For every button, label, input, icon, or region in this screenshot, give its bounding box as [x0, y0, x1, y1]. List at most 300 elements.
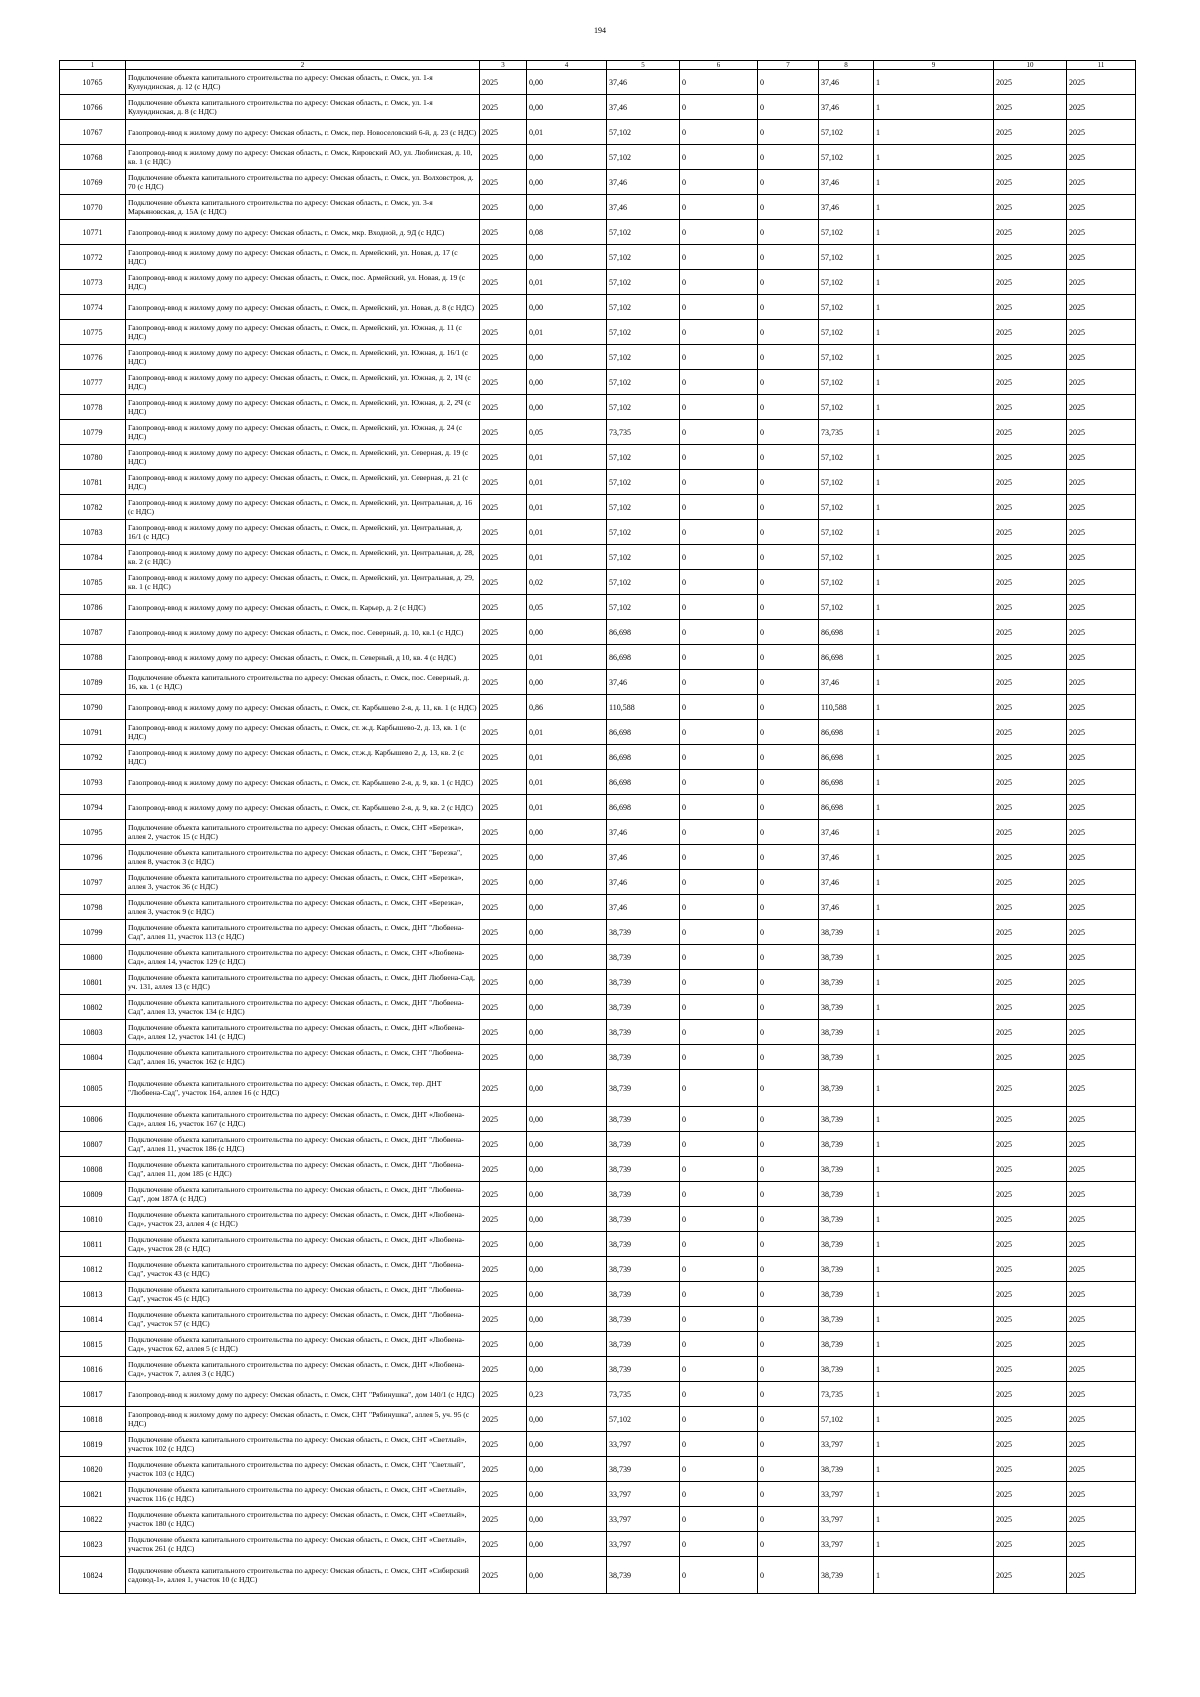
cell-col-6: 0 [680, 1382, 758, 1407]
cell-col-6: 0 [680, 1207, 758, 1232]
cell-col-5: 38,739 [607, 1045, 680, 1070]
table-row [60, 945, 1136, 970]
cell-col-6: 0 [680, 670, 758, 695]
row-number: 10810 [60, 1207, 126, 1232]
cell-col-3: 2025 [480, 720, 527, 745]
cell-col-11: 2025 [1067, 1282, 1136, 1307]
cell-col-11: 2025 [1067, 745, 1136, 770]
cell-col-9: 1 [874, 445, 994, 470]
cell-col-5: 57,102 [607, 220, 680, 245]
cell-col-4: 0,00 [527, 995, 607, 1020]
object-name: Газопровод-ввод к жилому дому по адресу: Омская область, г. Омск, п. Армейский, ул. Южная, д. 24 (с НДС) [126, 420, 480, 445]
cell-col-11: 2025 [1067, 795, 1136, 820]
table-row [60, 395, 1136, 420]
cell-col-3: 2025 [480, 920, 527, 945]
cell-col-5: 57,102 [607, 545, 680, 570]
table-row [60, 170, 1136, 195]
cell-col-4: 0,00 [527, 1457, 607, 1482]
cell-col-4: 0,00 [527, 1232, 607, 1257]
cell-col-10: 2025 [994, 1232, 1067, 1257]
cell-col-6: 0 [680, 1070, 758, 1107]
cell-col-5: 57,102 [607, 495, 680, 520]
cell-col-9: 1 [874, 145, 994, 170]
cell-col-5: 38,739 [607, 995, 680, 1020]
cell-col-6: 0 [680, 1532, 758, 1557]
cell-col-9: 1 [874, 720, 994, 745]
cell-col-5: 38,739 [607, 1282, 680, 1307]
cell-col-4: 0,00 [527, 1307, 607, 1332]
object-name: Подключение объекта капитального строительства по адресу: Омская область, г. Омск, ДНТ "Любвена-Сад", участок 43 (с НДС) [126, 1257, 480, 1282]
cell-col-11: 2025 [1067, 1432, 1136, 1457]
cell-col-6: 0 [680, 1132, 758, 1157]
cell-col-3: 2025 [480, 395, 527, 420]
cell-col-5: 57,102 [607, 595, 680, 620]
cell-col-10: 2025 [994, 645, 1067, 670]
cell-col-5: 86,698 [607, 745, 680, 770]
row-number: 10791 [60, 720, 126, 745]
cell-col-5: 86,698 [607, 770, 680, 795]
cell-col-9: 1 [874, 745, 994, 770]
object-name: Газопровод-ввод к жилому дому по адресу: Омская область, г. Омск, п. Армейский, ул. Центральная, д. 28, кв. 2 (с НДС) [126, 545, 480, 570]
cell-col-3: 2025 [480, 1020, 527, 1045]
cell-col-11: 2025 [1067, 995, 1136, 1020]
object-name: Подключение объекта капитального строительства по адресу: Омская область, г. Омск, ул. 3-я Марьяновская, д. 15А (с НДС) [126, 195, 480, 220]
object-name: Газопровод-ввод к жилому дому по адресу: Омская область, г. Омск, мкр. Входной, д. 9Д (с НДС) [126, 220, 480, 245]
cell-col-3: 2025 [480, 1557, 527, 1594]
cell-col-11: 2025 [1067, 195, 1136, 220]
cell-col-6: 0 [680, 295, 758, 320]
object-name: Подключение объекта капитального строительства по адресу: Омская область, г. Омск, ДНТ "Любвена-Сад", аллея 11, участок 186 (с НДС) [126, 1132, 480, 1157]
cell-col-6: 0 [680, 395, 758, 420]
cell-col-6: 0 [680, 1557, 758, 1594]
cell-col-11: 2025 [1067, 1045, 1136, 1070]
cell-col-3: 2025 [480, 345, 527, 370]
object-name: Газопровод-ввод к жилому дому по адресу: Омская область, г. Омск, пер. Новоселовский 6-й, д. 23 (с НДС) [126, 120, 480, 145]
cell-col-9: 1 [874, 70, 994, 95]
cell-col-8: 37,46 [819, 195, 874, 220]
cell-col-9: 1 [874, 1070, 994, 1107]
cell-col-5: 37,46 [607, 195, 680, 220]
table-row [60, 1382, 1136, 1407]
cell-col-4: 0,00 [527, 1182, 607, 1207]
cell-col-9: 1 [874, 220, 994, 245]
cell-col-11: 2025 [1067, 1107, 1136, 1132]
cell-col-5: 38,739 [607, 920, 680, 945]
cell-col-10: 2025 [994, 70, 1067, 95]
column-header: 9 [874, 61, 994, 70]
cell-col-10: 2025 [994, 1482, 1067, 1507]
row-number: 10808 [60, 1157, 126, 1182]
cell-col-6: 0 [680, 70, 758, 95]
row-number: 10815 [60, 1332, 126, 1357]
cell-col-6: 0 [680, 1020, 758, 1045]
table-row [60, 1045, 1136, 1070]
table-row [60, 295, 1136, 320]
cell-col-6: 0 [680, 870, 758, 895]
table-row [60, 745, 1136, 770]
row-number: 10801 [60, 970, 126, 995]
cell-col-3: 2025 [480, 770, 527, 795]
cell-col-7: 0 [758, 345, 819, 370]
cell-col-7: 0 [758, 470, 819, 495]
cell-col-11: 2025 [1067, 220, 1136, 245]
cell-col-3: 2025 [480, 70, 527, 95]
cell-col-10: 2025 [994, 445, 1067, 470]
cell-col-4: 0,00 [527, 670, 607, 695]
cell-col-10: 2025 [994, 845, 1067, 870]
table-row [60, 770, 1136, 795]
cell-col-6: 0 [680, 1307, 758, 1332]
cell-col-10: 2025 [994, 1257, 1067, 1282]
cell-col-9: 1 [874, 570, 994, 595]
column-header: 8 [819, 61, 874, 70]
cell-col-3: 2025 [480, 495, 527, 520]
cell-col-4: 0,00 [527, 345, 607, 370]
cell-col-11: 2025 [1067, 770, 1136, 795]
cell-col-4: 0,86 [527, 695, 607, 720]
cell-col-6: 0 [680, 520, 758, 545]
cell-col-5: 86,698 [607, 720, 680, 745]
cell-col-6: 0 [680, 745, 758, 770]
cell-col-5: 57,102 [607, 320, 680, 345]
cell-col-9: 1 [874, 1557, 994, 1594]
cell-col-6: 0 [680, 495, 758, 520]
cell-col-11: 2025 [1067, 1357, 1136, 1382]
cell-col-8: 57,102 [819, 1407, 874, 1432]
cell-col-4: 0,00 [527, 295, 607, 320]
cell-col-8: 38,739 [819, 1207, 874, 1232]
table-row [60, 495, 1136, 520]
cell-col-7: 0 [758, 1457, 819, 1482]
cell-col-10: 2025 [994, 670, 1067, 695]
cell-col-11: 2025 [1067, 1232, 1136, 1257]
cell-col-10: 2025 [994, 970, 1067, 995]
cell-col-10: 2025 [994, 320, 1067, 345]
cell-col-5: 57,102 [607, 345, 680, 370]
table-row [60, 145, 1136, 170]
cell-col-9: 1 [874, 1045, 994, 1070]
cell-col-7: 0 [758, 1070, 819, 1107]
cell-col-10: 2025 [994, 1357, 1067, 1382]
cell-col-8: 86,698 [819, 770, 874, 795]
cell-col-9: 1 [874, 895, 994, 920]
cell-col-6: 0 [680, 1482, 758, 1507]
cell-col-7: 0 [758, 395, 819, 420]
cell-col-3: 2025 [480, 845, 527, 870]
cell-col-10: 2025 [994, 1332, 1067, 1357]
cell-col-3: 2025 [480, 995, 527, 1020]
table-row [60, 270, 1136, 295]
cell-col-11: 2025 [1067, 1382, 1136, 1407]
cell-col-3: 2025 [480, 1182, 527, 1207]
object-name: Подключение объекта капитального строительства по адресу: Омская область, г. Омск, ДНТ "Любвена-Сад", участок 57 (с НДС) [126, 1307, 480, 1332]
table-row [60, 1070, 1136, 1107]
cell-col-11: 2025 [1067, 970, 1136, 995]
cell-col-3: 2025 [480, 1045, 527, 1070]
column-header: 5 [607, 61, 680, 70]
cell-col-9: 1 [874, 420, 994, 445]
cell-col-6: 0 [680, 945, 758, 970]
row-number: 10765 [60, 70, 126, 95]
cell-col-5: 57,102 [607, 470, 680, 495]
cell-col-9: 1 [874, 670, 994, 695]
cell-col-10: 2025 [994, 745, 1067, 770]
cell-col-9: 1 [874, 1382, 994, 1407]
cell-col-5: 38,739 [607, 1232, 680, 1257]
cell-col-5: 37,46 [607, 95, 680, 120]
cell-col-7: 0 [758, 220, 819, 245]
table-row [60, 120, 1136, 145]
cell-col-5: 38,739 [607, 1257, 680, 1282]
cell-col-5: 37,46 [607, 70, 680, 95]
cell-col-4: 0,01 [527, 520, 607, 545]
cell-col-4: 0,23 [527, 1382, 607, 1407]
cell-col-6: 0 [680, 545, 758, 570]
cell-col-9: 1 [874, 1207, 994, 1232]
table-row [60, 1157, 1136, 1182]
cell-col-5: 38,739 [607, 1207, 680, 1232]
table-row [60, 1507, 1136, 1532]
cell-col-11: 2025 [1067, 895, 1136, 920]
cell-col-5: 110,588 [607, 695, 680, 720]
cell-col-5: 86,698 [607, 620, 680, 645]
row-number: 10766 [60, 95, 126, 120]
cell-col-10: 2025 [994, 145, 1067, 170]
cell-col-9: 1 [874, 270, 994, 295]
cell-col-4: 0,00 [527, 945, 607, 970]
cell-col-5: 38,739 [607, 1107, 680, 1132]
cell-col-11: 2025 [1067, 445, 1136, 470]
cell-col-8: 33,797 [819, 1482, 874, 1507]
cell-col-5: 37,46 [607, 895, 680, 920]
cell-col-10: 2025 [994, 1182, 1067, 1207]
cell-col-9: 1 [874, 120, 994, 145]
cell-col-3: 2025 [480, 1307, 527, 1332]
table-row [60, 1282, 1136, 1307]
cell-col-4: 0,00 [527, 1507, 607, 1532]
table-row [60, 1207, 1136, 1232]
row-number: 10807 [60, 1132, 126, 1157]
row-number: 10778 [60, 395, 126, 420]
cell-col-4: 0,00 [527, 1157, 607, 1182]
cell-col-11: 2025 [1067, 295, 1136, 320]
column-header: 2 [126, 61, 480, 70]
cell-col-8: 73,735 [819, 1382, 874, 1407]
cell-col-9: 1 [874, 1157, 994, 1182]
cell-col-7: 0 [758, 1232, 819, 1257]
cell-col-11: 2025 [1067, 470, 1136, 495]
row-number: 10811 [60, 1232, 126, 1257]
cell-col-4: 0,01 [527, 445, 607, 470]
cell-col-6: 0 [680, 770, 758, 795]
cell-col-6: 0 [680, 170, 758, 195]
cell-col-6: 0 [680, 1182, 758, 1207]
row-number: 10780 [60, 445, 126, 470]
cell-col-8: 57,102 [819, 595, 874, 620]
cell-col-11: 2025 [1067, 920, 1136, 945]
cell-col-6: 0 [680, 570, 758, 595]
cell-col-4: 0,00 [527, 195, 607, 220]
cell-col-6: 0 [680, 720, 758, 745]
cell-col-3: 2025 [480, 545, 527, 570]
cell-col-9: 1 [874, 1132, 994, 1157]
cell-col-9: 1 [874, 320, 994, 345]
cell-col-10: 2025 [994, 1382, 1067, 1407]
cell-col-3: 2025 [480, 145, 527, 170]
table-row [60, 620, 1136, 645]
cell-col-4: 0,01 [527, 645, 607, 670]
cell-col-10: 2025 [994, 945, 1067, 970]
object-name: Подключение объекта капитального строительства по адресу: Омская область, г. Омск, СНТ «Березка», аллея 3, участок 36 (с НДС) [126, 870, 480, 895]
cell-col-11: 2025 [1067, 270, 1136, 295]
cell-col-8: 38,739 [819, 1157, 874, 1182]
row-number: 10821 [60, 1482, 126, 1507]
cell-col-3: 2025 [480, 420, 527, 445]
cell-col-8: 38,739 [819, 1070, 874, 1107]
cell-col-11: 2025 [1067, 620, 1136, 645]
cell-col-5: 37,46 [607, 670, 680, 695]
cell-col-8: 73,735 [819, 420, 874, 445]
cell-col-10: 2025 [994, 1407, 1067, 1432]
cell-col-3: 2025 [480, 1107, 527, 1132]
cell-col-5: 38,739 [607, 1070, 680, 1107]
object-name: Подключение объекта капитального строительства по адресу: Омская область, г. Омск, СНТ «Светлый», участок 116 (с НДС) [126, 1482, 480, 1507]
object-name: Подключение объекта капитального строительства по адресу: Омская область, г. Омск, ДНТ «Любвена-Сад», аллея 12, участок 141 (с НДС) [126, 1020, 480, 1045]
cell-col-5: 38,739 [607, 1157, 680, 1182]
cell-col-4: 0,00 [527, 1257, 607, 1282]
cell-col-7: 0 [758, 670, 819, 695]
cell-col-6: 0 [680, 270, 758, 295]
cell-col-11: 2025 [1067, 1482, 1136, 1507]
cell-col-10: 2025 [994, 520, 1067, 545]
cell-col-8: 57,102 [819, 445, 874, 470]
cell-col-3: 2025 [480, 1532, 527, 1557]
cell-col-3: 2025 [480, 970, 527, 995]
row-number: 10770 [60, 195, 126, 220]
cell-col-3: 2025 [480, 320, 527, 345]
column-header: 11 [1067, 61, 1136, 70]
cell-col-7: 0 [758, 445, 819, 470]
cell-col-10: 2025 [994, 1132, 1067, 1157]
cell-col-8: 57,102 [819, 145, 874, 170]
cell-col-8: 57,102 [819, 545, 874, 570]
cell-col-7: 0 [758, 795, 819, 820]
cell-col-10: 2025 [994, 620, 1067, 645]
column-header: 1 [60, 61, 126, 70]
object-name: Подключение объекта капитального строительства по адресу: Омская область, г. Омск, СНТ "Любвена-Сад", аллея 16, участок 162 (с НДС) [126, 1045, 480, 1070]
cell-col-8: 38,739 [819, 1107, 874, 1132]
cell-col-7: 0 [758, 645, 819, 670]
row-number: 10788 [60, 645, 126, 670]
cell-col-4: 0,00 [527, 1207, 607, 1232]
cell-col-3: 2025 [480, 245, 527, 270]
object-name: Газопровод-ввод к жилому дому по адресу: Омская область, г. Омск, п. Армейский, ул. Южная, д. 11 (с НДС) [126, 320, 480, 345]
object-name: Газопровод-ввод к жилому дому по адресу: Омская область, г. Омск, п. Армейский, ул. Центральная, д. 29, кв. 1 (с НДС) [126, 570, 480, 595]
table-row [60, 595, 1136, 620]
cell-col-10: 2025 [994, 920, 1067, 945]
cell-col-6: 0 [680, 795, 758, 820]
object-name: Подключение объекта капитального строительства по адресу: Омская область, г. Омск, ДНТ «Любвена-Сад», участок 28 (с НДС) [126, 1232, 480, 1257]
cell-col-10: 2025 [994, 220, 1067, 245]
cell-col-8: 57,102 [819, 320, 874, 345]
cell-col-9: 1 [874, 195, 994, 220]
row-number: 10805 [60, 1070, 126, 1107]
cell-col-10: 2025 [994, 595, 1067, 620]
cell-col-7: 0 [758, 245, 819, 270]
cell-col-8: 33,797 [819, 1507, 874, 1532]
cell-col-5: 57,102 [607, 295, 680, 320]
cell-col-7: 0 [758, 1357, 819, 1382]
cell-col-7: 0 [758, 120, 819, 145]
row-number: 10798 [60, 895, 126, 920]
table-row [60, 795, 1136, 820]
row-number: 10813 [60, 1282, 126, 1307]
cell-col-4: 0,00 [527, 920, 607, 945]
cell-col-10: 2025 [994, 1457, 1067, 1482]
column-header: 10 [994, 61, 1067, 70]
cell-col-7: 0 [758, 895, 819, 920]
row-number: 10796 [60, 845, 126, 870]
cell-col-9: 1 [874, 995, 994, 1020]
cell-col-7: 0 [758, 1382, 819, 1407]
row-number: 10795 [60, 820, 126, 845]
cell-col-4: 0,00 [527, 1432, 607, 1457]
cell-col-6: 0 [680, 1432, 758, 1457]
row-number: 10785 [60, 570, 126, 595]
cell-col-7: 0 [758, 320, 819, 345]
cell-col-7: 0 [758, 1282, 819, 1307]
table-row [60, 970, 1136, 995]
cell-col-11: 2025 [1067, 845, 1136, 870]
cell-col-11: 2025 [1067, 245, 1136, 270]
cell-col-7: 0 [758, 1045, 819, 1070]
cell-col-9: 1 [874, 645, 994, 670]
table-row [60, 1532, 1136, 1557]
object-name: Подключение объекта капитального строительства по адресу: Омская область, г. Омск, ДНТ "Любвена-Сад", участок 45 (с НДС) [126, 1282, 480, 1307]
cell-col-11: 2025 [1067, 545, 1136, 570]
row-number: 10771 [60, 220, 126, 245]
row-number: 10784 [60, 545, 126, 570]
cell-col-11: 2025 [1067, 520, 1136, 545]
cell-col-4: 0,08 [527, 220, 607, 245]
row-number: 10816 [60, 1357, 126, 1382]
cell-col-9: 1 [874, 1232, 994, 1257]
cell-col-10: 2025 [994, 770, 1067, 795]
cell-col-10: 2025 [994, 1207, 1067, 1232]
object-name: Газопровод-ввод к жилому дому по адресу: Омская область, г. Омск, ст. Карбышево 2-я, д. 9, кв. 2 (с НДС) [126, 795, 480, 820]
cell-col-11: 2025 [1067, 120, 1136, 145]
cell-col-5: 37,46 [607, 870, 680, 895]
cell-col-11: 2025 [1067, 870, 1136, 895]
cell-col-3: 2025 [480, 695, 527, 720]
table-row [60, 570, 1136, 595]
cell-col-7: 0 [758, 1207, 819, 1232]
cell-col-10: 2025 [994, 545, 1067, 570]
cell-col-4: 0,00 [527, 1107, 607, 1132]
cell-col-7: 0 [758, 270, 819, 295]
cell-col-9: 1 [874, 1457, 994, 1482]
object-name: Газопровод-ввод к жилому дому по адресу: Омская область, г. Омск, п. Армейский, ул. Центральная, д. 16 (с НДС) [126, 495, 480, 520]
object-name: Газопровод-ввод к жилому дому по адресу: Омская область, г. Омск, Кировский АО, ул. Любинская, д. 10, кв. 1 (с НДС) [126, 145, 480, 170]
cell-col-10: 2025 [994, 295, 1067, 320]
cell-col-6: 0 [680, 370, 758, 395]
cell-col-6: 0 [680, 345, 758, 370]
object-name: Газопровод-ввод к жилому дому по адресу: Омская область, г. Омск, ст. ж.д. Карбышево-2, д. 13, кв. 1 (с НДС) [126, 720, 480, 745]
row-number: 10775 [60, 320, 126, 345]
table-row [60, 345, 1136, 370]
cell-col-6: 0 [680, 1407, 758, 1432]
cell-col-11: 2025 [1067, 1532, 1136, 1557]
